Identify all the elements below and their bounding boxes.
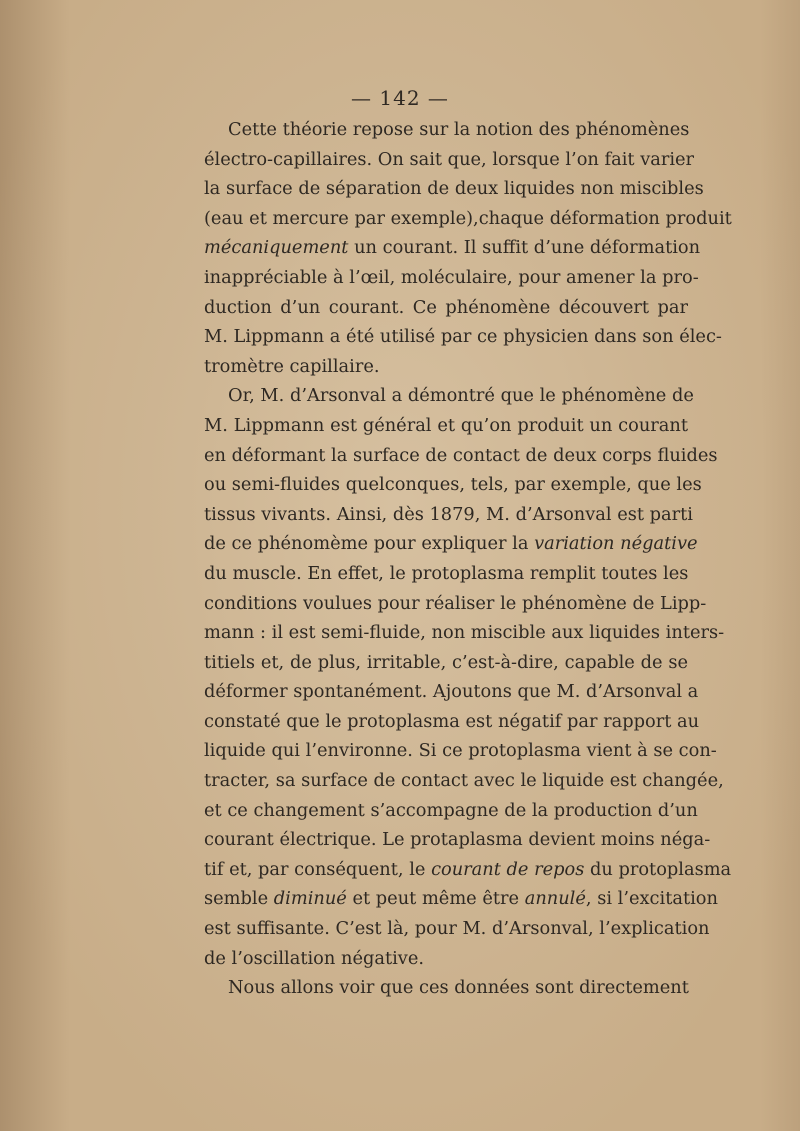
text-segment: conditions voulues pour réaliser le phénomène de Lipp- [204, 592, 707, 614]
text-line [204, 174, 704, 204]
text-segment: constaté que le protoplasma est négatif par rapport au [204, 710, 700, 732]
page-number: — 142 — [351, 86, 449, 110]
text-segment: et peut même être [346, 888, 525, 910]
text-segment: est suffisante. C’est là, pour M. d’Arsonval, l’explication [204, 918, 710, 940]
text-line [204, 559, 688, 589]
text-line [204, 648, 688, 678]
italic-text: diminué [273, 888, 347, 910]
text-line [204, 736, 717, 766]
text-line [204, 796, 698, 826]
text-line [204, 470, 702, 500]
text-line [204, 441, 718, 471]
text-segment: ou semi-fluides quelconques, tels, par exemple, que les [204, 474, 702, 496]
text-line [204, 411, 688, 441]
text-line [204, 855, 732, 885]
italic-text: variation négative [534, 533, 698, 555]
text-segment: du muscle. En effet, le protoplasma remplit toutes les [204, 562, 689, 584]
text-segment: de l’oscillation négative. [204, 947, 424, 969]
text-segment: en déformant la surface de contact de deux corps fluides [204, 444, 718, 466]
text-line [204, 145, 695, 175]
text-line [204, 500, 693, 530]
text-segment: (eau et mercure par exemple),chaque déformation produit [204, 207, 732, 229]
text-line [204, 322, 722, 352]
italic-text: courant de repos [431, 858, 585, 880]
text-line [204, 618, 725, 648]
text-line [204, 352, 688, 382]
text-line [204, 204, 732, 234]
text-segment: tif et, par conséquent, le [204, 858, 432, 880]
text-segment: M. Lippmann a été utilisé par ce physicien dans son élec- [204, 326, 722, 348]
text-line [204, 766, 724, 796]
body-text [204, 115, 732, 1003]
text-line [204, 973, 688, 1003]
text-line [204, 884, 718, 914]
text-segment: semble [204, 888, 274, 910]
text-segment: la surface de séparation de deux liquides non miscibles [204, 178, 704, 200]
text-line [204, 707, 700, 737]
text-line [204, 825, 711, 855]
text-segment: courant électrique. Le protaplasma devient moins néga- [204, 829, 711, 851]
text-line [204, 677, 699, 707]
text-segment: tissus vivants. Ainsi, dès 1879, M. d’Arsonval est parti [204, 503, 693, 525]
italic-text: annulé [524, 888, 586, 910]
text-segment: liquide qui l’environne. Si ce protoplasma vient à se con- [204, 740, 717, 762]
text-segment: tromètre capillaire. [204, 355, 380, 377]
text-segment: mann : il est semi-fluide, non miscible aux liquides inters- [204, 622, 725, 644]
text-segment: électro-capillaires. On sait que, lorsque l’on fait varier [204, 148, 695, 170]
italic-text: mécaniquement [204, 237, 349, 259]
text-segment: tracter, sa surface de contact avec le liquide est changée, [204, 770, 724, 792]
text-line [204, 589, 707, 619]
text-line [204, 914, 710, 944]
text-line [204, 233, 701, 263]
text-line [204, 381, 694, 411]
text-segment: Or, M. d’Arsonval a démontré que le phénomène de [228, 385, 694, 407]
text-segment: de ce phénomème pour expliquer la [204, 533, 535, 555]
text-segment: Cette théorie repose sur la notion des phénomènes [228, 119, 690, 140]
text-line [204, 944, 688, 974]
text-line [204, 529, 698, 559]
text-line [204, 115, 688, 145]
text-segment: déformer spontanément. Ajoutons que M. d’Arsonval a [204, 681, 699, 703]
text-segment: un courant. Il suffit d’une déformation [348, 237, 701, 259]
text-segment: Nous allons voir que ces données sont directement [228, 977, 689, 999]
text-line [204, 293, 688, 323]
text-segment: titiels et, de plus, irritable, c’est-à-dire, capable de se [204, 651, 688, 673]
text-segment: , si l’excitation [585, 888, 718, 910]
text-segment: M. Lippmann est général et qu’on produit un courant [204, 414, 688, 436]
text-segment: inappréciable à l’œil, moléculaire, pour amener la pro- [204, 266, 699, 288]
text-segment: et ce changement s’accompagne de la production d’un [204, 799, 698, 821]
text-segment: duction d’un courant. Ce phénomène découvert par [204, 296, 688, 318]
text-segment: du protoplasma [584, 858, 732, 880]
text-line [204, 263, 699, 293]
